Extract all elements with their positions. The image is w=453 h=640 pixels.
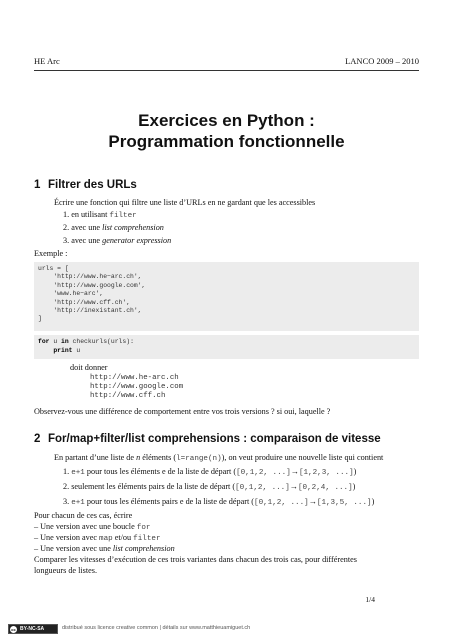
keyword: in (61, 338, 69, 345)
section-2-number: 2 (34, 433, 41, 445)
output-line: http://www.he-arc.ch (90, 374, 179, 382)
cc-badge-label: BY-NC-SA (20, 626, 45, 632)
code-line: 'www.he−arc', (38, 290, 104, 298)
code-block-loop (34, 335, 419, 359)
code-line (38, 337, 415, 346)
code-text: u (72, 347, 81, 354)
list-item (63, 236, 171, 246)
arrow-icon: → (290, 467, 299, 476)
list-item (63, 210, 137, 221)
cc-license-badge[interactable] (8, 624, 58, 634)
list-item (63, 497, 374, 508)
output-line: http://www.google.com (90, 383, 184, 391)
doit-donner: doit donner (70, 363, 108, 372)
intro-text: En partant d’une liste de (54, 453, 137, 462)
item-emphasis: generator expression (102, 236, 172, 245)
intro-text: éléments ( (140, 453, 177, 462)
item-emphasis: list comprehension (102, 223, 164, 232)
item-text: en utilisant (71, 210, 110, 219)
item-code: e+1 (71, 469, 85, 477)
item-text: pour tous les éléments pairs e de la liste de départ ( (84, 497, 255, 506)
section-2-heading (34, 433, 381, 445)
section-1-intro: Écrire une fonction qui filtre une liste d’URLs en ne gardant que les accessibles (54, 198, 316, 207)
section-2-closing-1: Comparer les vitesses d’exécution de ces trois variantes dans chacun des trois cas, pour différentes (34, 555, 357, 564)
item-code: e+1 (71, 499, 85, 507)
bullet-item (34, 533, 161, 544)
item-text: avec une (71, 223, 103, 232)
code-text: checkurls(urls): (68, 338, 134, 345)
intro-n: n (136, 453, 141, 462)
item-code: filter (109, 212, 137, 220)
item-number: 3. (63, 497, 70, 506)
footer-license-text: distribué sous licence creative common | détails sur www.matthieuamiguet.ch (62, 625, 251, 631)
code-line: 'http://www.he−arc.ch', (38, 273, 142, 281)
bullet-text: – Une version avec une (34, 544, 113, 553)
item-code: [0,1,2, ...] (254, 499, 309, 507)
list-item (63, 482, 355, 493)
section-1-heading (34, 179, 137, 191)
item-number: 2. (63, 223, 70, 232)
bullet-code: map (99, 535, 113, 543)
bullet-item (34, 544, 175, 554)
bullet-emphasis: list comprehension (112, 544, 175, 553)
title-line-1: Exercices en Python : (138, 111, 315, 130)
item-text: pour tous les éléments e de la liste de départ ( (84, 467, 237, 476)
list-item (63, 467, 356, 478)
item-text: ) (371, 497, 375, 506)
item-number: 1. (63, 210, 70, 219)
code-line: 'http://inexistant.ch', (38, 307, 142, 315)
item-code: [0,2,4, ...] (297, 484, 353, 492)
section-1-question: Observez-vous une différence de comportement entre vos trois versions ? si oui, laquelle ? (34, 407, 331, 416)
intro-code: l=range(n) (176, 455, 222, 463)
section-2-closing-2: longueurs de listes. (34, 566, 97, 575)
expected-output (90, 374, 183, 401)
item-code: [0,1,2, ...] (235, 484, 290, 492)
bullet-text: et/ou (112, 533, 134, 542)
item-number: 1. (63, 467, 70, 476)
keyword: print (53, 347, 73, 354)
bullet-text: – Une version avec (34, 533, 100, 542)
header-right: LANCO 2009 – 2010 (345, 56, 419, 66)
bullet-text: – Une version avec une boucle (34, 522, 137, 531)
item-text: ) (353, 467, 357, 476)
code-line (38, 346, 415, 355)
intro-text: ), on veut produire une nouvelle liste qui contient (221, 453, 384, 462)
item-text: avec une (71, 236, 103, 245)
arrow-icon: → (308, 497, 317, 506)
item-text: ) (352, 482, 356, 491)
arrow-icon: → (289, 482, 298, 491)
item-code: [0,1,2, ...] (236, 469, 291, 477)
section-2-foreach: Pour chacun de ces cas, écrire (34, 511, 133, 520)
bullet-code: for (136, 524, 151, 532)
code-line: urls = [ (38, 265, 69, 272)
cc-icon: cc (11, 627, 16, 632)
section-2-title: For/map+filter/list comprehensions : comparaison de vitesse (48, 433, 381, 445)
section-2-intro (54, 453, 383, 464)
code-text: u (49, 338, 62, 345)
bullet-code: filter (133, 535, 161, 543)
keyword: for (38, 338, 50, 345)
code-line: ] (38, 315, 42, 323)
list-item (63, 223, 164, 233)
item-code: [1,3,5, ...] (316, 499, 372, 507)
header-left: HE Arc (34, 56, 60, 66)
section-1-number: 1 (34, 179, 41, 191)
page-title (0, 110, 453, 152)
code-line: 'http://www.cff.ch', (38, 298, 131, 306)
header-rule (34, 70, 419, 71)
item-text: seulement les éléments pairs de la liste de départ ( (71, 482, 236, 491)
item-code: [1,2,3, ...] (298, 469, 354, 477)
code-indent (38, 347, 53, 354)
item-number: 2. (63, 482, 70, 491)
page-number: 1/4 (365, 595, 375, 604)
example-label: Exemple : (34, 249, 68, 258)
output-line: http://www.cff.ch (90, 392, 166, 400)
item-number: 3. (63, 236, 70, 245)
section-1-title: Filtrer des URLs (48, 179, 137, 191)
bullet-item (34, 522, 150, 533)
code-block-urls (34, 262, 419, 331)
code-line: 'http://www.google.com', (38, 281, 146, 289)
title-line-2: Programmation fonctionnelle (108, 132, 345, 151)
